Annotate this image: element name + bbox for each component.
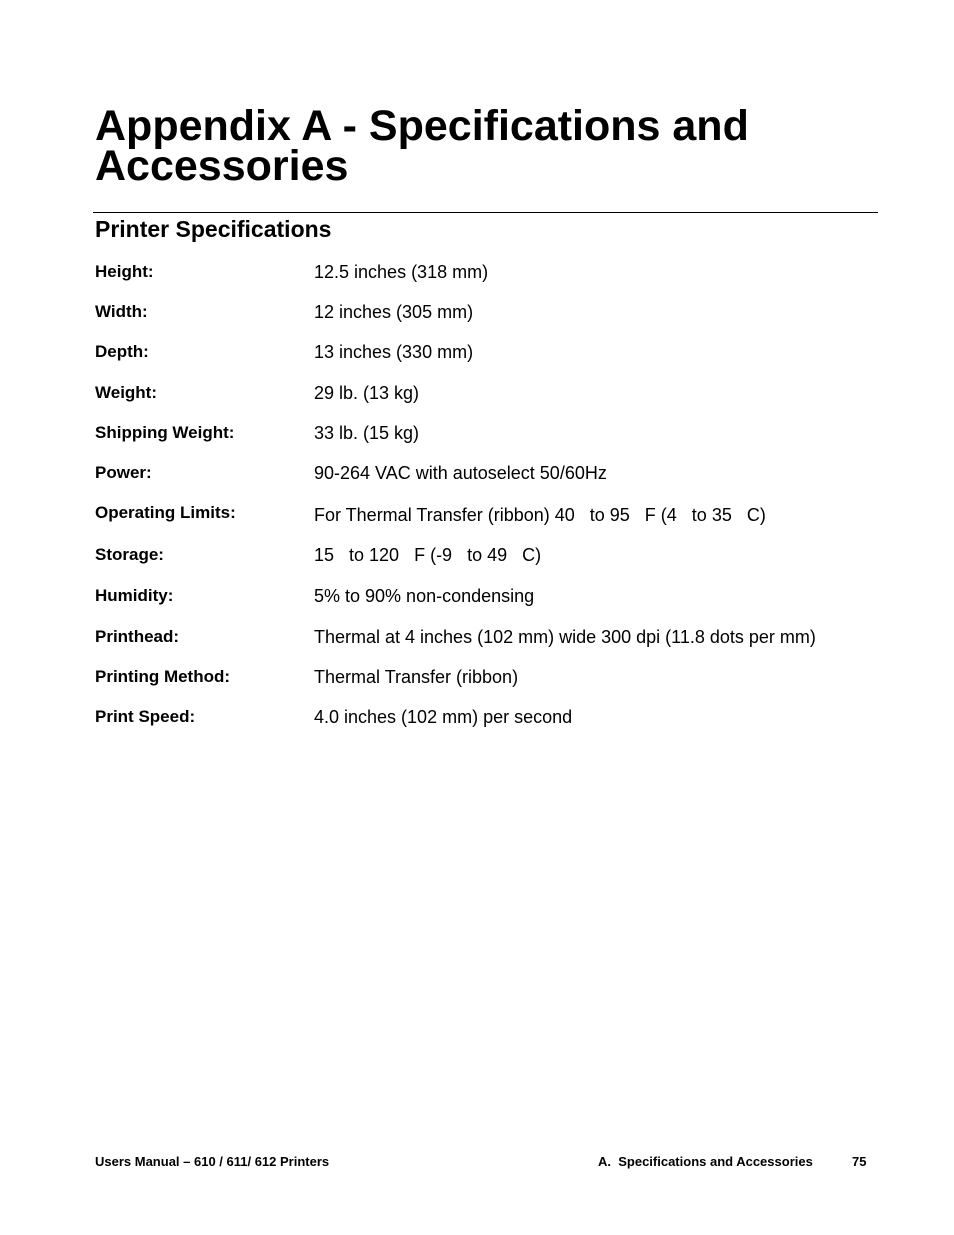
section-title: Printer Specifications: [95, 216, 332, 242]
spec-row-power: [95, 462, 895, 486]
spec-value: 13 inches (330 mm): [314, 342, 474, 362]
spec-label: Depth:: [95, 342, 149, 361]
spec-row-depth: [95, 341, 895, 365]
spec-label: Storage:: [95, 545, 164, 564]
spec-value: 5% to 90% non-condensing: [314, 586, 535, 606]
spec-row-operating-limits: [95, 502, 895, 526]
spec-value: 15 to 120 F (-9 to 49 C): [314, 545, 542, 565]
footer-manual-title: Users Manual – 610 / 611/ 612 Printers: [95, 1154, 330, 1169]
spec-value: 29 lb. (13 kg): [314, 383, 420, 403]
spec-label: Printing Method:: [95, 667, 231, 686]
spec-row-printhead: [95, 626, 895, 650]
spec-row-storage: [95, 544, 895, 568]
spec-value: 12.5 inches (318 mm): [314, 262, 489, 282]
spec-label: Print Speed:: [95, 707, 196, 726]
spec-label: Shipping Weight:: [95, 423, 235, 442]
footer-section-title: A. Specifications and Accessories: [598, 1154, 813, 1169]
spec-label: Power:: [95, 463, 152, 482]
page-title: Appendix A - Specifications and Accessories: [95, 102, 749, 190]
spec-value: 4.0 inches (102 mm) per second: [314, 707, 573, 727]
spec-row-shipping-weight: [95, 422, 895, 446]
spec-label: Operating Limits:: [95, 503, 236, 522]
spec-value: 12 inches (305 mm): [314, 302, 474, 322]
spec-value: Thermal Transfer (ribbon): [314, 667, 519, 687]
spec-row-width: [95, 301, 895, 325]
spec-value: 90-264 VAC with autoselect 50/60Hz: [314, 463, 607, 483]
footer-page-number: 75: [852, 1154, 867, 1169]
spec-row-height: [95, 261, 895, 285]
spec-row-printing-method: [95, 666, 895, 690]
spec-row-humidity: [95, 585, 895, 609]
spec-label: Printhead:: [95, 627, 180, 646]
spec-value: 33 lb. (15 kg): [314, 423, 420, 443]
spec-label: Width:: [95, 302, 148, 321]
spec-label: Height:: [95, 262, 154, 281]
spec-label: Humidity:: [95, 586, 174, 605]
spec-value: Thermal at 4 inches (102 mm) wide 300 dpi (11.8 dots per mm): [314, 627, 816, 647]
title-divider: [93, 212, 878, 213]
spec-row-weight: [95, 382, 895, 406]
spec-row-print-speed: [95, 706, 895, 730]
spec-value: For Thermal Transfer (ribbon) 40 to 95 F (4 to 35 C): [314, 505, 766, 525]
spec-label: Weight:: [95, 383, 158, 402]
